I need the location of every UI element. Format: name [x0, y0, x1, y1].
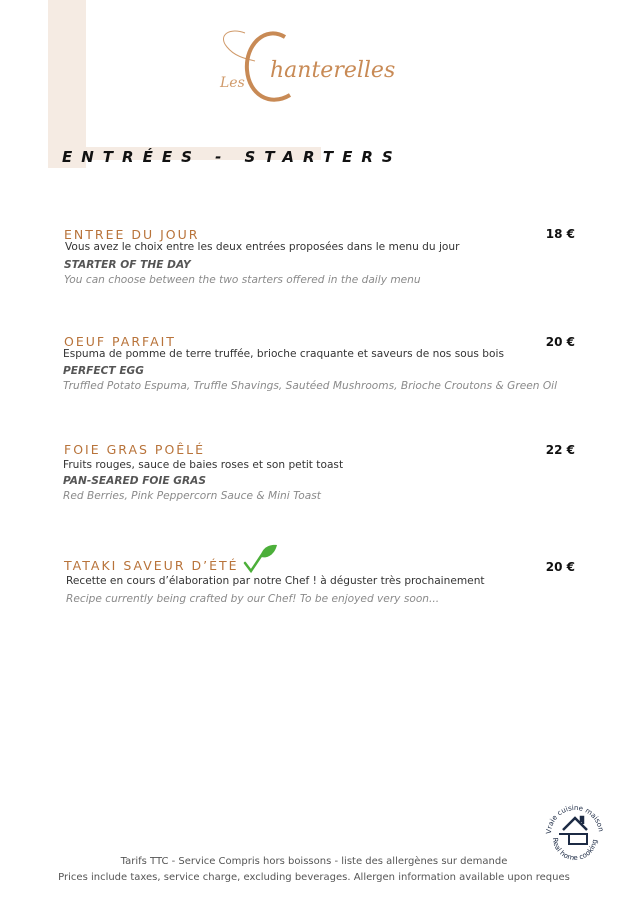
footer-french: Tarifs TTC - Service Compris hors boissons - liste des allergènes sur demande	[120, 856, 508, 867]
item-price: 22 €	[545, 443, 575, 457]
item-title: FOIE GRAS POÊLÉ	[64, 442, 206, 457]
item-english-title: STARTER OF THE DAY	[64, 259, 191, 271]
item-price: 18 €	[545, 227, 575, 241]
item-english-title: PAN-SEARED FOIE GRAS	[63, 475, 206, 487]
item-price: 20 €	[545, 335, 575, 349]
item-english-description: Truffled Potato Espuma, Truffle Shavings, Sautéed Mushrooms, Brioche Croutons & Green Oil	[63, 380, 558, 392]
svg-text:hanterelles: hanterelles	[270, 58, 396, 83]
svg-text:Les: Les	[220, 75, 245, 91]
item-title: TATAKI SAVEUR D’ÉTÉ	[64, 558, 239, 573]
item-english-description: Recipe currently being crafted by our Chef! To be enjoyed very soon...	[66, 593, 440, 605]
item-description: Vous avez le choix entre les deux entrées proposées dans le menu du jour	[65, 241, 460, 253]
svg-text:Vraie cuisine maison: Vraie cuisine maison	[544, 803, 605, 835]
svg-text:Real home cooking: Real home cooking	[550, 837, 600, 863]
item-price: 20 €	[545, 560, 575, 574]
leaf-check-icon	[243, 543, 279, 575]
item-description: Fruits rouges, sauce de baies roses et son petit toast	[63, 459, 344, 471]
item-english-description: Red Berries, Pink Peppercorn Sauce & Mini Toast	[63, 490, 321, 502]
decor-band-vertical	[48, 0, 86, 168]
home-cooking-seal-icon	[543, 800, 607, 864]
item-english-title: PERFECT EGG	[63, 365, 144, 377]
section-title: ENTRÉES - STARTERS	[62, 148, 402, 166]
item-description: Recette en cours d’élaboration par notre Chef ! à déguster très prochainement	[66, 575, 485, 587]
footer-english: Prices include taxes, service charge, excluding beverages. Allergen information available upon reques	[58, 872, 570, 883]
item-title: OEUF PARFAIT	[64, 334, 176, 349]
restaurant-logo	[215, 25, 415, 105]
item-description: Espuma de pomme de terre truffée, brioche craquante et saveurs de nos sous bois	[63, 348, 504, 360]
item-title: ENTREE DU JOUR	[64, 227, 200, 242]
item-english-description: You can choose between the two starters offered in the daily menu	[64, 274, 421, 286]
